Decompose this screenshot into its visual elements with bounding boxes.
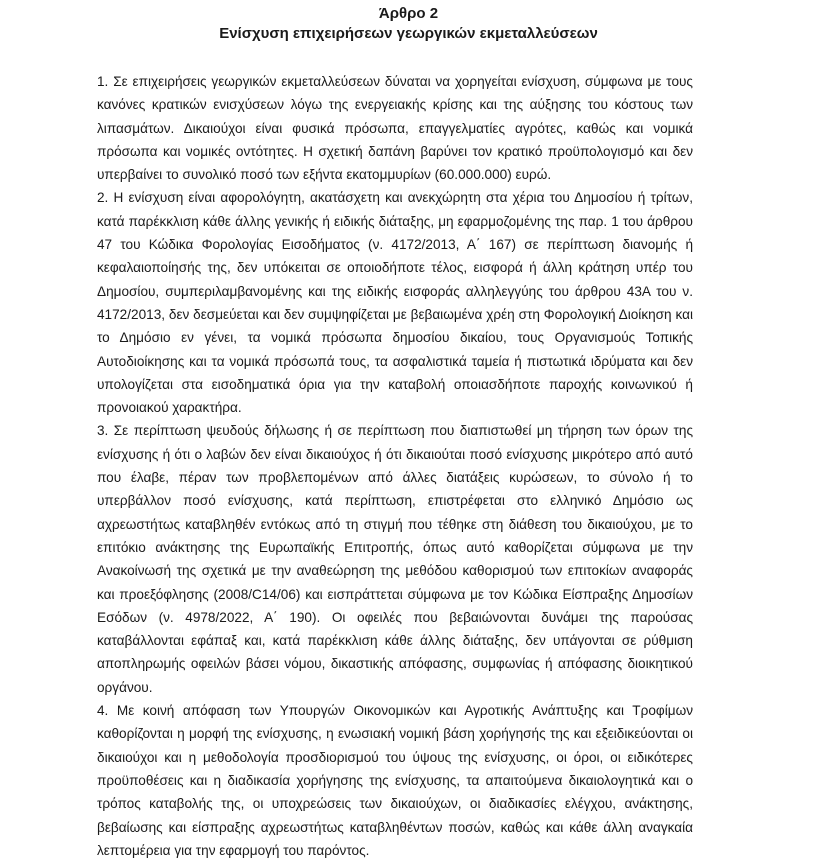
- paragraph-3: 3. Σε περίπτωση ψευδούς δήλωσης ή σε περίπτωση που διαπιστωθεί μη τήρηση των όρων της ενίσχυσης ή ότι ο λαβών δεν είναι δικαιούχος ή ότι δικαιούται ποσό ενίσχυσης μικρότερο από αυτό που έλαβε, πέραν των προβλεπομένων από άλλες διατάξεις κυρώσεων, το σύνολο ή το υπερβάλλον ποσό ενίσχυσης, κατά περίπτωση, επιστρέφεται στο ελληνικό Δημόσιο ως αχρεωστήτως καταβληθέν εντόκως από τη στιγμή που τέθηκε στη διάθεση του δικαιούχου, με το επιτόκιο ανάκτησης της Ευρωπαϊκής Επιτροπής, όπως αυτό καθορίζεται σύμφωνα με την Ανακοίνωσή της σχετικά με την αναθεώρηση της μεθόδου καθορισμού των επιτοκίων αναφοράς και προεξόφλησης (2008/C14/06) και εισπράττεται σύμφωνα με τον Κώδικα Είσπραξης Δημοσίων Εσόδων (ν. 4978/2022, Α΄ 190). Οι οφειλές που βεβαιώνονται δυνάμει της παρούσας καταβάλλονται εφάπαξ και, κατά παρέκκλιση κάθε άλλης διάταξης, δεν υπάγονται σε ρύθμιση αποπληρωμής οφειλών βάσει νόμου, δικαστικής απόφασης, συμφωνίας ή απόφασης διοικητικού οργάνου.: [97, 423, 693, 695]
- article-subtitle: Ενίσχυση επιχειρήσεων γεωργικών εκμεταλλεύσεων: [219, 25, 598, 42]
- article-title: Άρθρο 2: [378, 5, 439, 22]
- paragraph-2: 2. Η ενίσχυση είναι αφορολόγητη, ακατάσχετη και ανεκχώρητη στα χέρια του Δημοσίου ή τρίτων, κατά παρέκκλιση κάθε άλλης γενικής ή ειδικής διάταξης, μη εφαρμοζομένης της παρ. 1 του άρθρου 47 του Κώδικα Φορολογίας Εισοδήματος (ν. 4172/2013, Α΄ 167) σε περίπτωση διανομής ή κεφαλαιοποίησής της, δεν υπόκειται σε οποιοδήποτε τέλος, εισφορά ή άλλη κράτηση υπέρ του Δημοσίου, συμπεριλαμβανομένης και της ειδικής εισφοράς αλληλεγγύης του άρθρου 43Α του ν. 4172/2013, δεν δεσμεύεται και δεν συμψηφίζεται με βεβαιωμένα χρέη στη Φορολογική Διοίκηση και το Δημόσιο εν γένει, τα νομικά πρόσωπα δημοσίου δικαίου, τους Οργανισμούς Τοπικής Αυτοδιοίκησης και τα νομικά πρόσωπά τους, τα ασφαλιστικά ταμεία ή πιστωτικά ιδρύματα και δεν υπολογίζεται στα εισοδηματικά όρια για την καταβολή οποιασδήποτε παροχής κοινωνικού ή προνοιακού χαρακτήρα.: [97, 190, 693, 416]
- paragraph-1: 1. Σε επιχειρήσεις γεωργικών εκμεταλλεύσεων δύναται να χορηγείται ενίσχυση, σύμφωνα με τους κανόνες κρατικών ενισχύσεων λόγω της ενεργειακής κρίσης και της αύξησης του κόστους των λιπασμάτων. Δικαιούχοι είναι φυσικά πρόσωπα, επαγγελματίες αγρότες, καθώς και νομικά πρόσωπα και νομικές οντότητες. Η σχετική δαπάνη βαρύνει τον κρατικό προϋπολογισμό και δεν υπερβαίνει το συνολικό ποσό των εξήντα εκατομμυρίων (60.000.000) ευρώ.: [97, 74, 693, 183]
- article-body: [97, 70, 693, 862]
- paragraph-4: 4. Με κοινή απόφαση των Υπουργών Οικονομικών και Αγροτικής Ανάπτυξης και Τροφίμων καθορίζονται η μορφή της ενίσχυσης, η ενωσιακή νομική βάση χορήγησής της και εξειδικεύονται οι δικαιούχοι και η μεθοδολογία προσδιορισμού του ύψους της ενίσχυσης, οι όροι, οι ειδικότερες προϋποθέσεις και η διαδικασία χορήγησης της ενίσχυσης, τα απαιτούμενα δικαιολογητικά και ο τρόπος καταβολής της, οι υποχρεώσεις των δικαιούχων, οι διαδικασίες ελέγχου, ανάκτησης, βεβαίωσης και είσπραξης αχρεωστήτως καταβληθέντων ποσών, καθώς και κάθε άλλη αναγκαία λεπτομέρεια για την εφαρμογή του παρόντος.: [97, 703, 693, 858]
